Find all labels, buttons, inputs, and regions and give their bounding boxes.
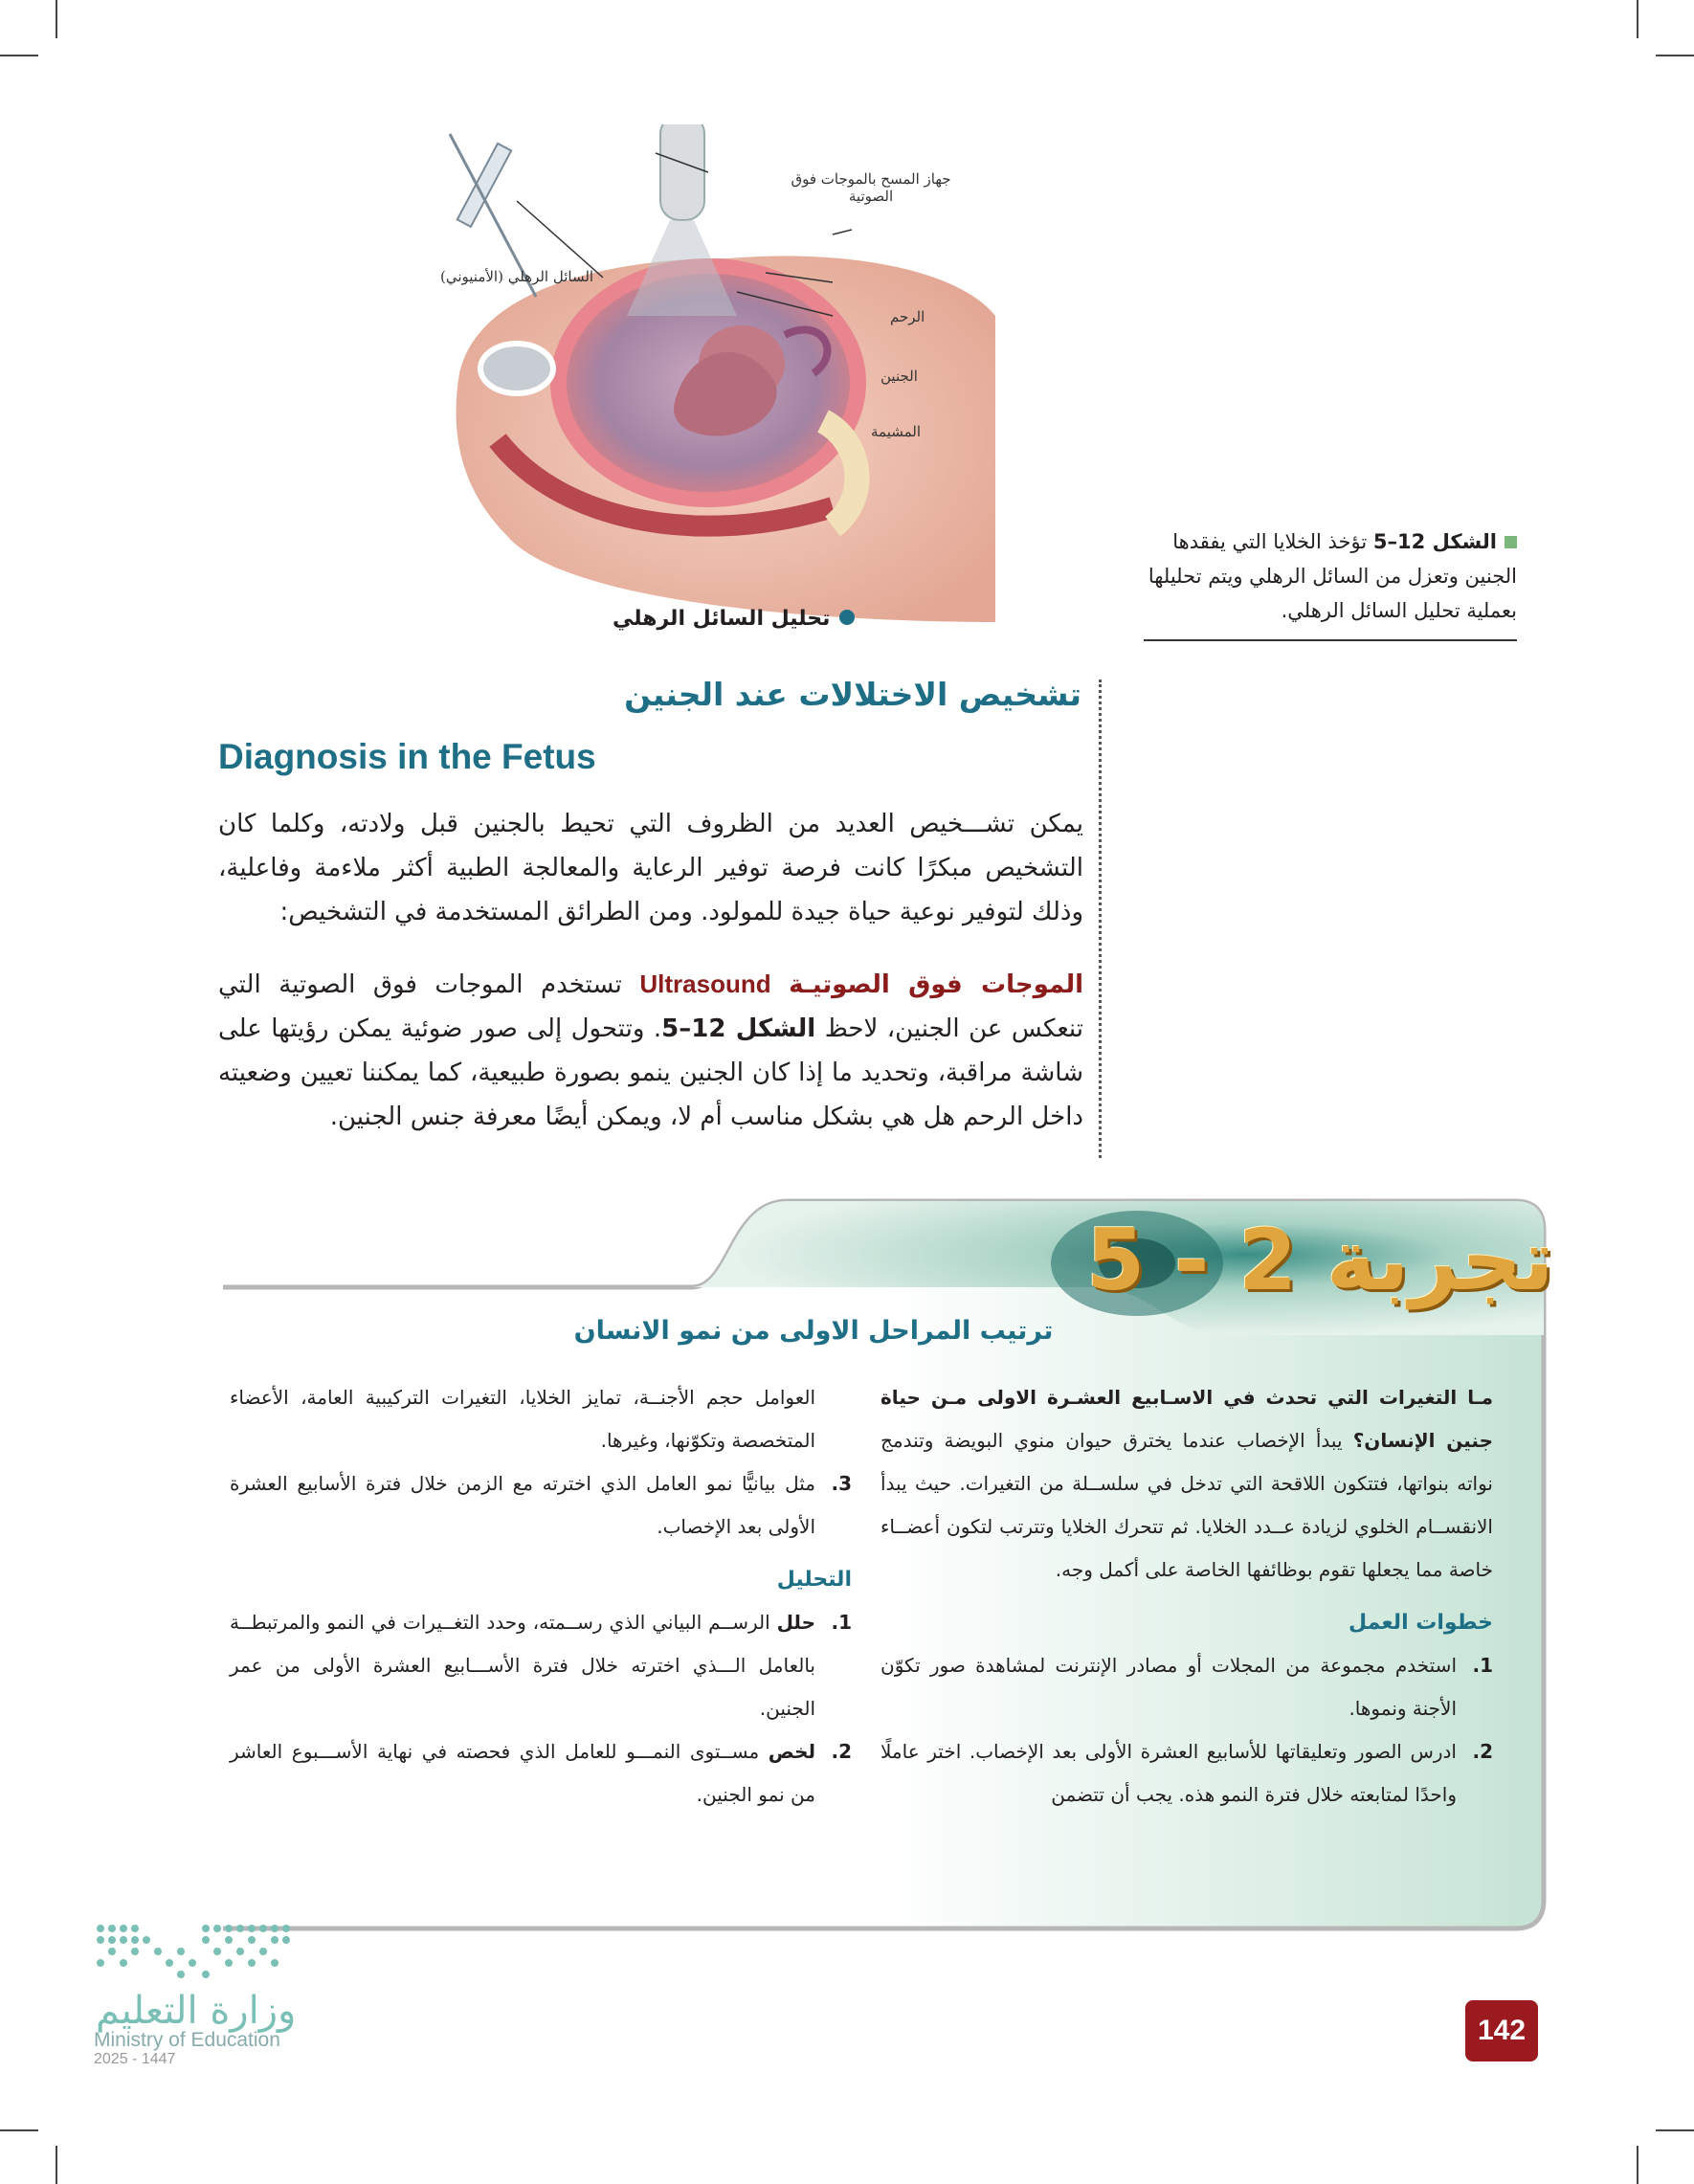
ultrasound-text-2: . وتتحول إلى صور ضوئية يمكن رؤيتها على شاشة مراقبة، وتحديد ما إذا كان الجنين ينمو بصورة طبيعية، كما يمكننا تعيين وضعيته داخل الرحم هل هي بشكل مناسب أم لا، ويمكن أيضًا معرفة جنس الجنين. [218,1014,1083,1131]
figure-title-text: تحليل السائل الرهلي [613,607,831,631]
analysis-item [230,1730,852,1816]
step-text: مثل بيانيًّا نمو العامل الذي اخترته مع الزمن خلال فترة الأسابيع العشرة الأولى بعد الإخصاب. [230,1472,815,1538]
intro-paragraph: يمكن تشـــخيص العديد من الظروف التي تحيط بالجنين قبل ولادته، وكلما كان التشخيص مبكرًا كانت فرصة توفير الرعاية والمعالجة الطبية أكثر ملاءمة وفاعلية، وذلك لتوفير نوعية حياة جيدة للمولود. ومن الطرائق المستخدمة في التشخيص: [218,810,1083,926]
crop-mark [56,2146,57,2184]
ministry-name-arabic: وزارة التعليم [96,1989,297,2033]
item-number: 2. [831,1740,852,1763]
step-number: 1. [1472,1654,1493,1677]
crop-mark [0,55,38,56]
label-placenta: المشيمة [871,423,922,440]
term-ultrasound-ar: الموجات فوق الصوتيـة [789,970,1083,999]
analysis-title: التحليل [776,1568,852,1592]
item-text [230,1601,815,1730]
bullet-dot [839,610,855,625]
figure-title [613,607,855,631]
amniocentesis-figure [421,124,995,660]
experiment-subtitle: ترتيب المراحل الاولى من نمو الانسان [573,1316,1054,1346]
question-text: يبدأ الإخصاب عندما يخترق حيوان منوي البويضة وتندمج نواته بنواتها، فتتكون اللاقحة التي تدخل في سلســلة من التغيرات. حيث يبدأ الانقســام الخلوي لزيادة عــدد الخلايا. ثم تتحرك الخلايا وتترتب لتكون أعضــاء خاصة مما يجعلها تقوم بوظائفها الخاصة على أكمل وجه. [880,1429,1493,1581]
ultrasound-text-1: تستخدم الموجات فوق الصوتية التي تنعكس عن الجنين، لاحظ [218,970,1083,1043]
experiment-right-column [880,1376,1493,1816]
caption-underline [1144,639,1517,641]
analysis-item [230,1601,852,1730]
figure-reference: الشكل 12–5 [661,1014,816,1043]
label-fetus: الجنين [880,368,918,385]
step-text: استخدم مجموعة من المجلات أو مصادر الإنترنت لمشاهدة صور تكوّن الأجنة ونموها. [880,1654,1457,1720]
procedure-step [230,1462,852,1549]
crop-mark [1637,0,1638,38]
ministry-name-english: Ministry of Education [94,2029,280,2051]
ultrasound-paragraph [218,962,1083,1139]
crop-mark [1656,55,1694,56]
procedure-step [880,1644,1493,1730]
crop-mark [0,2129,38,2131]
procedure-continuation: العوامل حجم الأجنــة، تمايز الخلايا، التغيرات التركيبية العامة، الأعضاء المتخصصة وتكوّنها، وغيرها. [230,1386,815,1452]
step-number: 3. [831,1472,852,1495]
crop-mark [56,0,57,38]
procedure-title: خطوات العمل [1349,1611,1493,1635]
item-body: مســتوى النمـــو للعامل الذي فحصته في نهاية الأســـبوع العاشر من نمو الجنين. [230,1740,815,1806]
crop-mark [1656,2129,1694,2131]
square-bullet-icon [1505,536,1517,548]
experiment-title: تجربة 2 - 5 [1086,1211,1554,1309]
figure-number: الشكل 12–5 [1372,530,1497,553]
section-title-arabic: تشخيص الاختلالات عند الجنين [624,676,1081,713]
dotted-divider [1099,680,1102,1158]
ministry-year: 2025 - 1447 [94,2051,176,2067]
page-number: 142 [1465,2000,1538,2061]
experiment-left-column [230,1376,852,1816]
experiment-question [880,1376,1493,1592]
item-text [230,1730,815,1816]
label-ultrasound-device: جهاز المسح بالموجات فوق الصوتية [791,170,951,205]
label-amniotic-fluid: السائل الرهلي (الأمنيوني) [440,268,594,285]
crop-mark [1637,2146,1638,2184]
term-ultrasound-en: Ultrasound [639,969,771,998]
step-text: ادرس الصور وتعليقاتها للأسابيع العشرة الأولى بعد الإخصاب. اختر عاملًا واحدًا لمتابعته خلال فترة النمو هذه. يجب أن تتضمن [880,1740,1457,1806]
step-number: 2. [1472,1740,1493,1763]
question-bold: مـا التغيرات التي تحدث في الاسـابيع العشـرة الاولى مـن حياة جنين الإنسان؟ [880,1386,1493,1452]
section-title-english: Diagnosis in the Fetus [218,737,596,776]
figure-caption [1144,524,1517,628]
item-number: 1. [831,1611,852,1634]
figure-caption-text: تؤخذ الخلايا التي يفقدها الجنين وتعزل من السائل الرهلي ويتم تحليلها بعملية تحليل السائل الرهلي. [1148,530,1517,622]
label-uterus: الرحم [890,308,925,325]
item-verb: حلل [776,1611,815,1634]
item-verb: لخص [768,1740,816,1763]
item-body: الرســم البياني الذي رســمته، وحدد التغــيرات في النمو والمرتبطــة بالعامل الـــذي اخترته خلال فترة الأســـابيع العشرة الأولى من عمر الجنين. [230,1611,815,1720]
procedure-step [880,1730,1493,1816]
